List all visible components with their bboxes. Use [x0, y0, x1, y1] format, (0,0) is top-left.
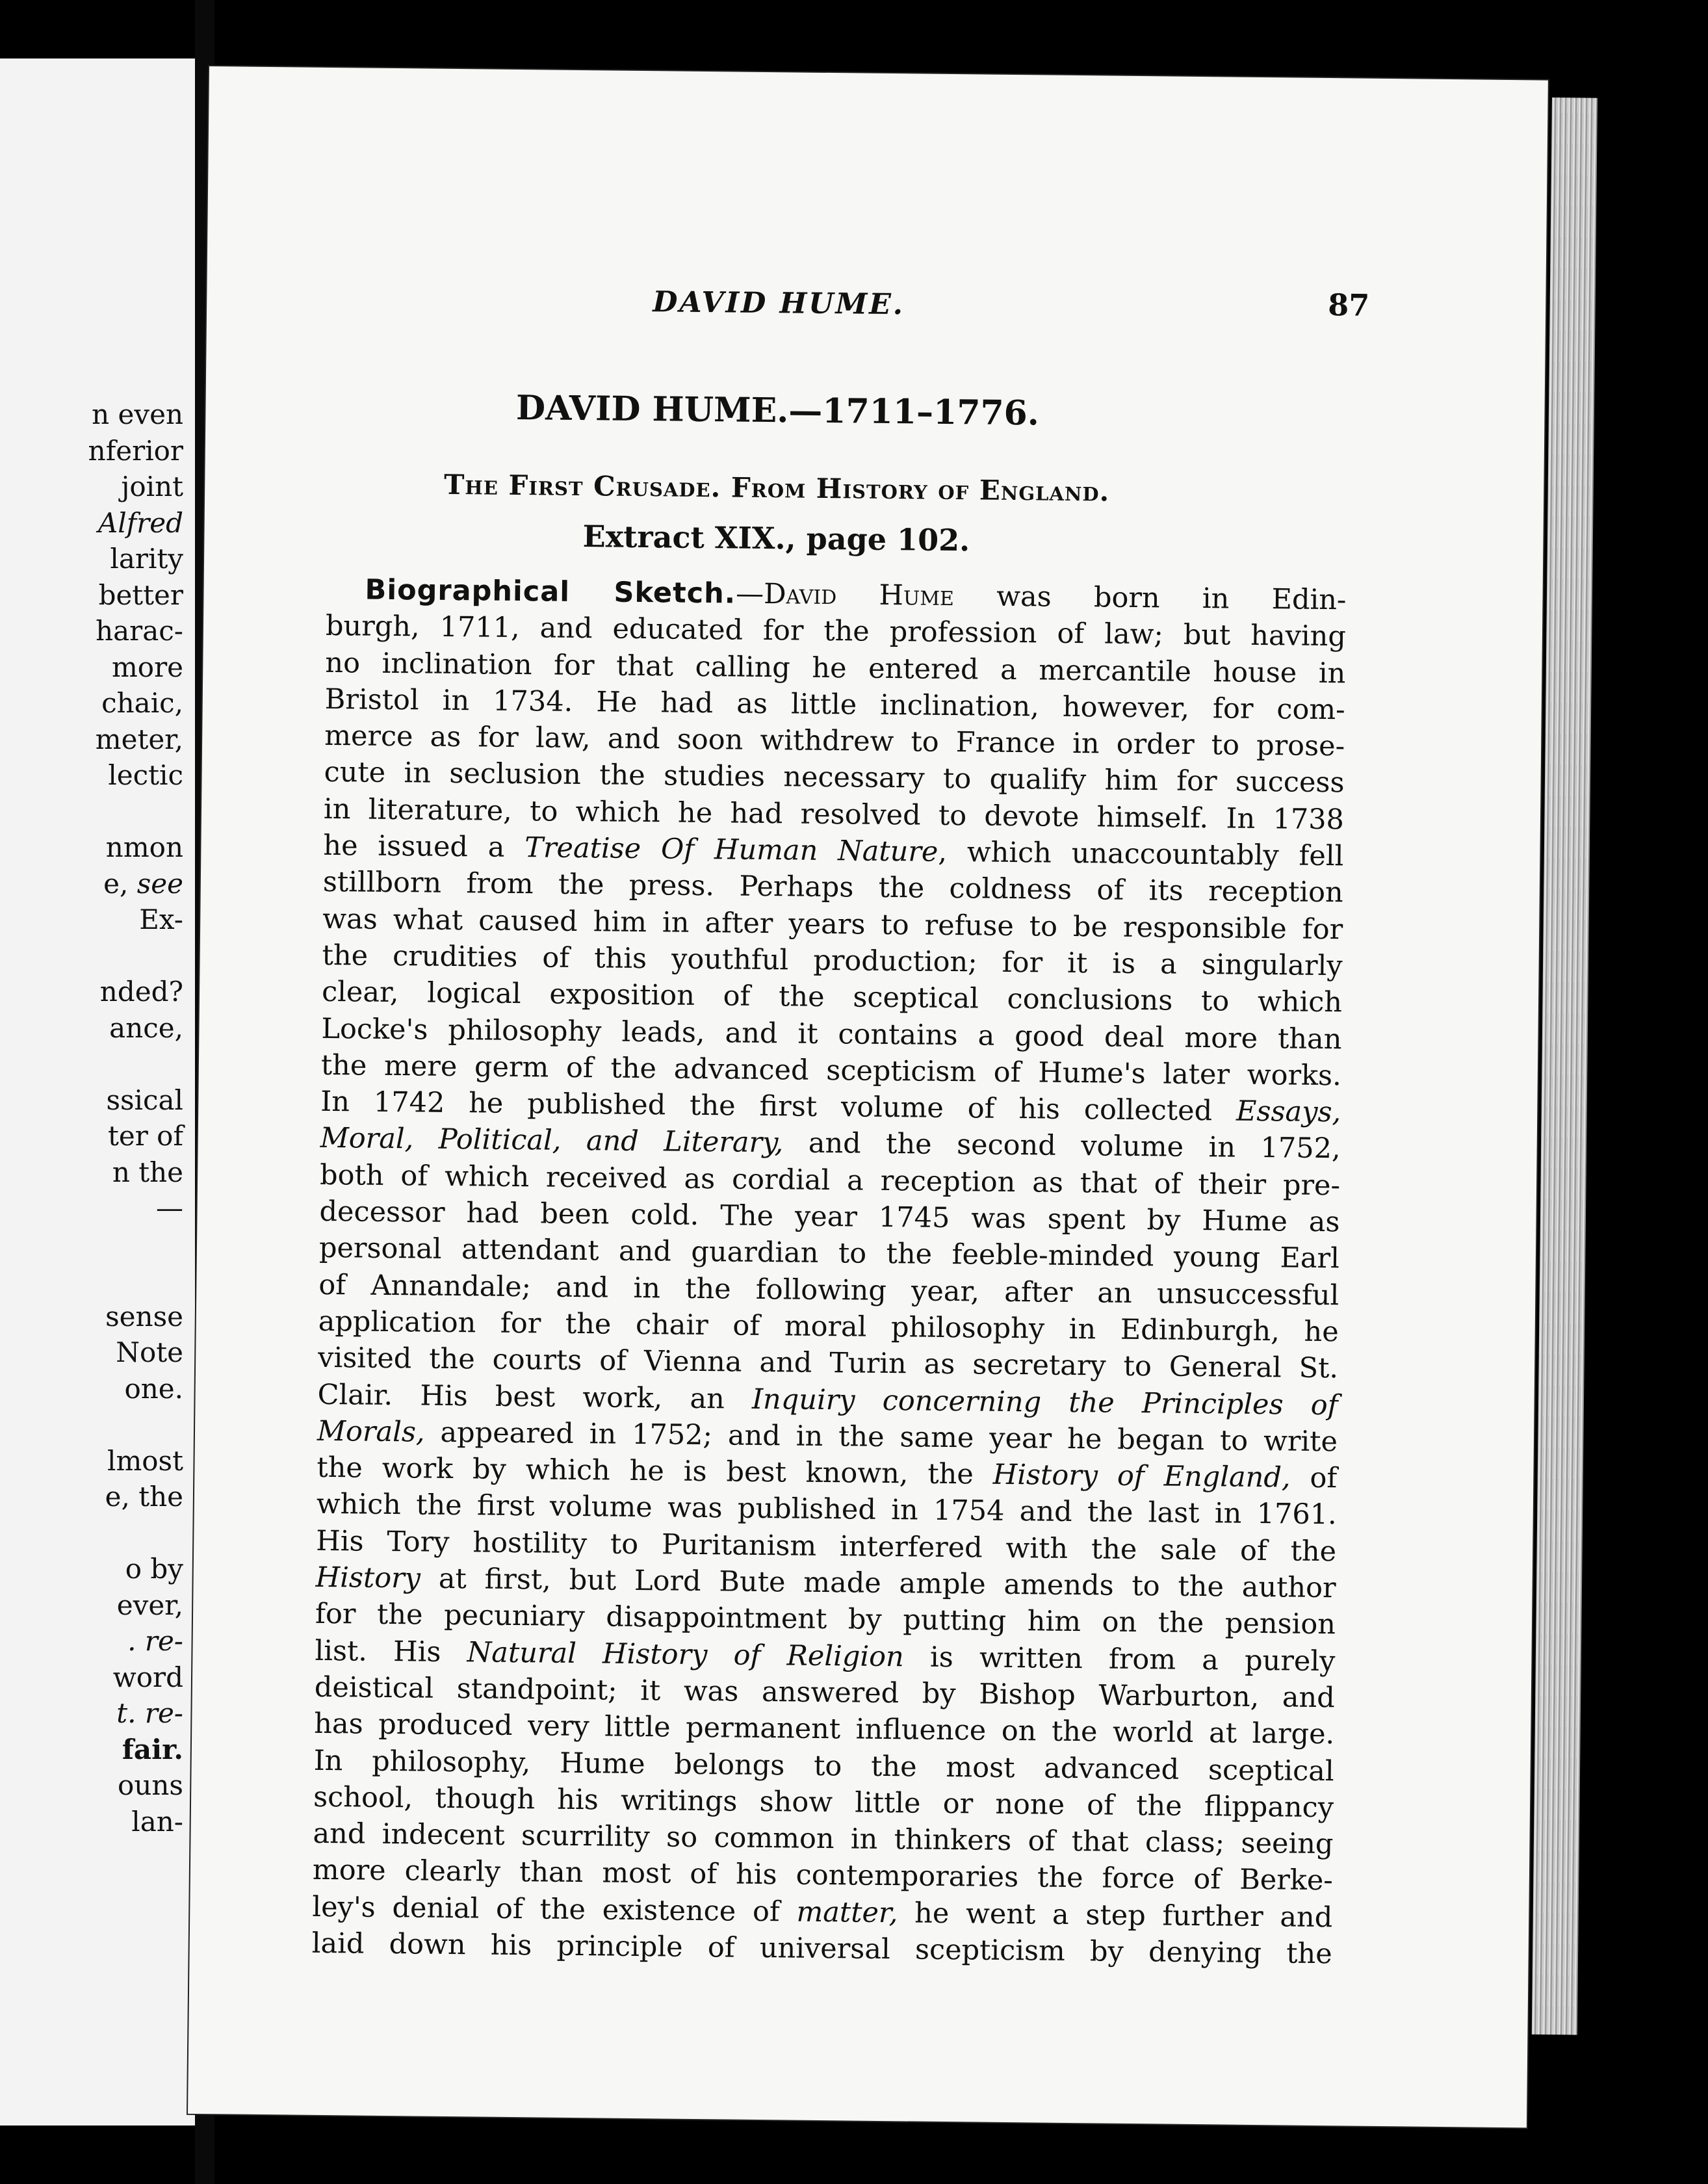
left-page-line: nmon: [105, 831, 183, 863]
left-page-line: lectic: [108, 759, 183, 791]
text-line: school, though his writings show little or none of the flippancy: [313, 1780, 1334, 1825]
left-page-line: . re-: [127, 1625, 183, 1657]
left-page-line: [88, 794, 183, 830]
left-page-line: one.: [124, 1372, 183, 1405]
left-page-line: nferior: [88, 434, 183, 467]
page-number: 87: [1327, 287, 1370, 323]
left-page-line: ance,: [109, 1011, 183, 1044]
text-line: in literature, to which he had resolved to devote himself. In 1738: [323, 792, 1345, 837]
left-page-line: harac-: [96, 615, 183, 647]
left-page-text-fragments: [88, 396, 183, 1840]
text-line: Moral, Political, and Literary, and the second volume in 1752,: [320, 1122, 1341, 1165]
text-line: both of which received as cordial a reception as that of their pre-: [319, 1158, 1341, 1202]
text-line: In philosophy, Hume belongs to the most advanced sceptical: [313, 1744, 1334, 1788]
book-page: [188, 66, 1548, 2127]
text-line: application for the chair of moral philosophy in Edinburgh, he: [318, 1305, 1339, 1349]
left-page-line: n even: [92, 398, 183, 430]
left-page-line: word: [112, 1661, 183, 1693]
left-facing-page: [0, 58, 195, 2126]
text-line: Morals, appeared in 1752; and in the same year he began to write: [317, 1414, 1338, 1459]
left-page-line: ter of: [108, 1120, 183, 1152]
left-page-line: o by: [125, 1553, 183, 1585]
text-line: clear, logical exposition of the sceptical conclusions to which: [321, 976, 1343, 1019]
sketch-dash: —: [735, 577, 764, 610]
text-line: list. His Natural History of Religion is written from a purely: [315, 1634, 1336, 1678]
line-text: was born in Edin-: [953, 580, 1347, 617]
left-page-line: fair.: [122, 1733, 183, 1765]
text-line: Locke's philosophy leads, and it contains a good deal more than: [321, 1012, 1342, 1056]
text-line: deistical standpoint; it was answered by Bishop Warburton, and: [314, 1670, 1336, 1715]
left-page-line: lmost: [107, 1444, 183, 1477]
left-page-line: e, the: [105, 1481, 183, 1513]
text-line: visited the courts of Vienna and Turin as secretary to General St.: [317, 1342, 1339, 1385]
text-line: merce as for law, and soon withdrew to France in order to prose-: [324, 720, 1345, 763]
text-line: has produced very little permanent influence on the world at large.: [314, 1708, 1335, 1751]
left-page-line: e, see: [103, 867, 183, 900]
left-page-line: ouns: [118, 1769, 183, 1801]
extract-reference: Extract XIX., page 102.: [582, 519, 970, 558]
left-page-line: lan-: [131, 1805, 183, 1838]
text-line: and indecent scurrility so common in thinkers of that class; seeing: [313, 1817, 1334, 1861]
text-line: was what caused him in after years to refuse to be responsible for: [322, 902, 1343, 946]
left-page-line: Note: [116, 1336, 183, 1368]
text-line: In 1742 he published the first volume of his collected Essays,: [320, 1086, 1341, 1129]
left-page-line: nded?: [99, 976, 183, 1008]
text-line: Bristol in 1734. He had as little inclination, however, for com-: [324, 682, 1345, 727]
left-page-line: Alfred: [97, 506, 183, 539]
left-page-line: [88, 1046, 183, 1082]
text-line: for the pecuniary disappointment by putting him on the pension: [315, 1598, 1336, 1641]
left-page-line: joint: [121, 471, 183, 502]
text-line: which the first volume was published in 1754 and the last in 1761.: [316, 1488, 1338, 1531]
text-line: decessor had been cold. The year 1745 was spent by Hume as: [319, 1195, 1340, 1239]
text-line: cute in seclusion the studies necessary to qualify him for success: [324, 756, 1345, 800]
left-page-line: [88, 938, 183, 974]
left-page-line: larity: [110, 543, 183, 575]
text-line: the crudities of this youthful production; for it is a singularly: [322, 939, 1343, 983]
left-page-line: n the: [112, 1156, 183, 1188]
sketch-label: Biographical Sketch.: [365, 573, 736, 610]
text-line: he issued a Treatise Of Human Nature, which unaccountably fell: [323, 829, 1344, 873]
left-page-line: [88, 1515, 183, 1552]
text-line: History at first, but Lord Bute made ample amends to the author: [315, 1561, 1336, 1605]
extract-subtitle: The First Crusade. From History of England.: [443, 468, 1110, 508]
text-line: burgh, 1711, and educated for the profession of law; but having: [325, 610, 1347, 653]
text-line: His Tory hostility to Puritanism interfered with the sale of the: [315, 1524, 1337, 1568]
chapter-title: DAVID HUME.—1711–1776.: [515, 387, 1040, 434]
left-page-line: chaic,: [101, 687, 183, 719]
text-line: no inclination for that calling he entered a mercantile house in: [325, 646, 1346, 690]
left-page-line: [88, 1262, 183, 1299]
running-head: DAVID HUME.: [653, 285, 905, 322]
text-line: stillborn from the press. Perhaps the coldness of its reception: [322, 866, 1344, 909]
left-page-line: —: [156, 1192, 183, 1224]
left-page-line: more: [111, 651, 183, 683]
left-page-line: ssical: [106, 1084, 183, 1116]
left-page-line: meter,: [95, 723, 183, 755]
left-page-line: Ex-: [139, 904, 183, 935]
text-line: ley's denial of the existence of matter, he went a step further and: [312, 1890, 1333, 1934]
text-line: the mere germ of the advanced scepticism of Hume's later works.: [320, 1048, 1342, 1093]
left-page-line: t. re-: [116, 1697, 183, 1729]
left-page-line: [88, 1407, 183, 1443]
biographical-sketch: [311, 571, 1346, 1973]
author-name: David Hume: [763, 577, 955, 613]
text-line: more clearly than most of his contemporaries the force of Berke-: [312, 1854, 1334, 1897]
left-page-line: [88, 1227, 183, 1263]
text-line: personal attendant and guardian to the feeble-minded young Earl: [318, 1232, 1340, 1275]
text-line: laid down his principle of universal scepticism by denying the: [311, 1927, 1332, 1971]
text-line: of Annandale; and in the following year, after an unsuccessful: [318, 1268, 1339, 1312]
text-line: the work by which he is best known, the History of England, of: [317, 1451, 1338, 1495]
text-line: Clair. His best work, an Inquiry concerning the Principles of: [317, 1378, 1338, 1422]
left-page-line: sense: [105, 1300, 183, 1332]
left-page-line: better: [98, 578, 183, 611]
left-page-line: ever,: [116, 1589, 183, 1621]
